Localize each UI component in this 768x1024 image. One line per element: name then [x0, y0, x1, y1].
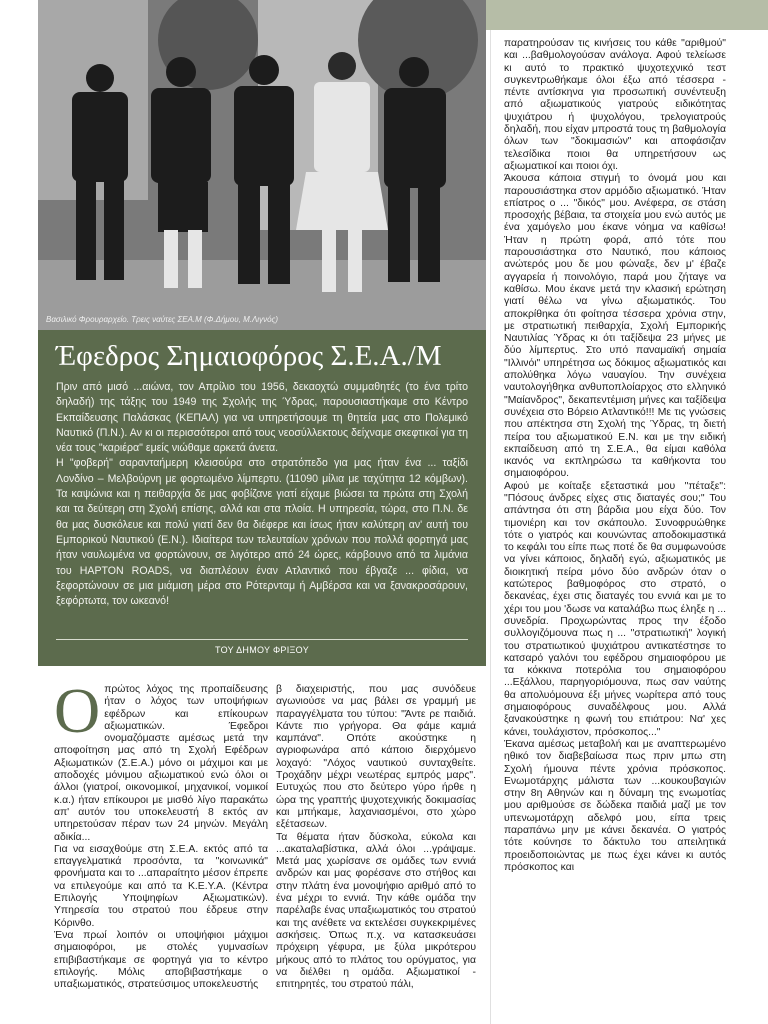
body-paragraph: Τα θέματα ήταν δύσκολα, εύκολα και ...ακαταλαβίστικα, αλλά όλοι ...γράψαμε. Μετά μας χωρίσανε σε ομάδες των εννιά ανδρών και μας φορέσανε στο στήθος και στην πλάτη ένα μονοψήφιο αριθμό από το ένα μέχρι το εννιά. Την κάθε ομάδα την παρέλαβε ένας υπαξιωματικός του στρατού και της ανέθετε να εκτελέσει συγκεκριμένες ασκήσεις. Όπως π.χ. να κατασκευάσει πρόχειρη γέφυρα, με ξύλα μικρότερου μήκους από το πλάτος του ορύγματος, για να διέλθει η ομάδα. Αξιωματικοί - επιτηρητές, του στρατού πάλι,: [276, 831, 476, 991]
photo-caption: Βασιλικό Φρουραρχείο. Τρεις ναύτες ΣΕΑ.Μ (Φ.Δήμου, Μ.Λιγνός): [46, 315, 279, 324]
body-paragraph: Αφού με κοίταξε εξεταστικά μου "πέταξε": "Πόσους άνδρες είχες στις διαταγές σου;" Του απάντησα ότι στη βάρδια μου είχα δύο. Τον τιμονιέρη και τον σκάπουλο. Συνοφρυώθηκε τότε ο γιατρός και κουνώντας αποδοκιμαστικά το κεφάλι του είπε πως ποτέ δε θα συμφωνούσε να γίνει κάποιος, δηλαδή εγώ, αξιωματικός με διοικητική πείρα μόνο δύο ανδρών όταν ο κατώτερος βαθμοφόρος στο στρατό, ο δεκανέας, έχει στις διαταγές του εννιά και με το χέρι του μου 'δωσε να καταλάβω πως έληξε η ... συνεδρία. Προχωρώντας προς την έξοδο συλλογιζόμουνα πως η ... "στρατιωτική" λογική του στρατιωτικού ψυχιάτρου αντικατέστησε το κατσαρό γαλόνι του εφέδρου σημαιοφόρου με τα κόκκινα ποτερόλια του σημαιοφόρου ...Εξάλλου, παρηγοριόμουνα, πως σαν ναύτης θα απολυόμουνα έξι μήνες νωρίτερα από τους σημαιοφόρους συναδέλφους μου. Αλλά ξανακούστηκε η φωνή του επιάτρου: Να' χες κάνει, τουλάχιστον, πρόσκοπος...": [504, 480, 726, 738]
intro-paragraph: Η "φοβερή" σαρανταήμερη κλεισούρα στο στρατόπεδο για μας ήταν ένα ... ταξίδι Λονδίνο – Μελβούρνη με φορτωμένο λίμπερτυ. (11090 μίλια με ταχύτητα 12 κόμβων). Τα καψώνια και η πειθαρχία δε μας φοβίζανε γιατί είχαμε βιώσει τα πρώτα στη Σχολή και τα δεύτερη στη Σχολή επίσης, αλλά και στα πλοία. Η υπηρεσία, τώρα, στο Π.Ν. δε θα μας δυσκόλευε και πολύ γιατί δεν θα διέφερε και ίσως ήταν καλύτερη αν' αυτή του Εμπορικού Ναυτικού (Ε.Ν.). Ιδιαίτερα των τελευταίων χρόνων που πολλά φορτηγά μας ήταν ναυλωμένα να φορτώνουν, σε λιγότερο από 24 ώρες, κάρβουνο από τα λιμάνια του HAPTON ROADS, να διαπλέουν έναν Ατλαντικό που έβγαζε ... φίδια, να ξεφορτώνουν σε μια μιάμιση μέρα στο Ρότερνταμ ή Αμβέρσα και να ξανακροσάρουν, ξεφόρτωτα, τον ωκεανό!: [56, 457, 468, 608]
body-paragraph: Άκουσα κάποια στιγμή το όνομά μου και παρουσιάστηκα στον αρμόδιο αξιωματικό. Ήταν επίατρος ο ... "δικός" μου. Ανέφερα, σε στάση προσοχής βέβαια, τα στοιχεία μου ενώ αυτός με ένα χαμόγελο μου έκανε νόημα να καθίσω! Ήταν η πρώτη φορά, από τότε που παρουσιάστηκα στο Ναυτικό, που κάποιος ανώτερός μου δε μου φώναξε, δεν μ' έβαζε αγγαρεία ή ποινολόγιο, παρά μου ζήταγε να καθίσω. Μου έκανε μετά την κλασική ερώτηση γιατί θέλω να γίνω αξιωματικός. Του αποκρίθηκα ότι φοίτησα τέσσερα χρόνια στην, με στρατιωτική πειθαρχία, Σχολή Εμπορικής Ναυτιλίας Ύδρας κι ότι ταξίδεψα 23 μήνες με δύο λίμπερτυς. Στο υπό παναμαϊκή σημαία "Ιλλινόι" υπηρέτησα ως δόκιμος αξιωματικός και απολύθηκα λόγω ναυαγίου. Την συνέχεια ναυτολογήθηκα ανθυποπλοίαρχος στο ελληνικό "Μαίανδρος", δεκαπεντέμιση μήνες και ταξίδεψα συνέχεια στο Βόρειο Ατλαντικό!!! Με τις γνώσεις που απέκτησα στη Σχολή της Ύδρας, τη διετή πείρα του αξιωματικού Ε.Ν. και με την ειδική εκπαίδευση από τη Σ.Ε.Α., θα είμαι καθόλα ικανός να εκπληρώσω τα καθήκοντα του σημαιοφόρου.: [504, 173, 726, 480]
body-paragraph: πρώτος λόχος της προπαίδευσης ήταν ο λόχος των υποψήφιων εφέδρων και επίκουρων αξιωματικών. Έφεδροι ονομαζόμαστε αμέσως μετά την αποφοίτηση μας από τη Σχολή Εφέδρων Αξιωματικών (Σ.Ε.Α.) μόνο οι μάχιμοι και με αποδοχές μόνιμου αξιωματικού ενώ όλοι οι άλλοι (γιατροί, οικονομικοί, μηχανικοί, νομικοί κ.α.) ήταν επίκουροι με μισθό λίγο παρακάτω απ' αυτόν του υποκελευστή 8 εκτός αν υπηρετούσαν πέραν των 24 μηνών. Μεγάλη αδικία...: [54, 684, 268, 843]
intro-box: [38, 330, 486, 666]
body-paragraph: β διαχειριστής, που μας συνόδευε αγωνιούσε να μας βάλει σε γραμμή με παραγγέλματα του τύπου: "Άντε ρε παιδιά. Κάντε πιο γρήγορα. Θα φάμε καμιά καμπάνα". Οπότε ακούστηκε η αγριοφωνάρα από κάποιο διερχόμενο λοχαγό: "Λόχος ναυτικού συνταχθείτε. Τροχάδην μέχρι νεωτέρας εμπρός μαρς". Ευτυχώς που στο δεύτερο γύρο ήρθε η ώρα της γραπτής ψυχοτεχνικής δοκιμασίας και μπήκαμε, λαχανιασμένοι, στο χώρο εξέτασεων.: [276, 684, 476, 831]
article-photo: [38, 0, 486, 330]
article-author: ΤΟΥ ΔΗΜΟΥ ΦΡΙΞΟΥ: [215, 645, 309, 655]
body-paragraph: Έκανα αμέσως μεταβολή και με αναπτερωμένο ηθικό τον διαβεβαίωσα πως πριν μπω στη Σχολή ήμουνα πέντε χρόνια πρόσκοπος. Ενωμοτάρχης μάλιστα των ...κουκουβαγιών στην 8η Αθηνών και η δύναμη της ενωμοτίας μου αριθμούσε σε δώδεκα παιδιά μαζί με τον υπενωμοτάρχη αδελφό μου, είπα τρεις παραπάνω μην με κάνει δεκανέα. Ο γιατρός τότε κούνησε το δάκτυλο του απειλητικά προειδοποιώντας με πως έχει κάνει κι αυτός πρόσκοπος και: [504, 738, 726, 873]
article-headline: Έφεδρος Σημαιοφόρος Σ.Ε.Α./Μ: [56, 340, 442, 372]
drop-cap: Ο: [54, 684, 101, 746]
body-paragraph: Ένα πρωί λοιπόν οι υποψήφιοι μάχιμοι σημαιοφόροι, με στολές γυμνασίων επιβιβαστήκαμε σε φορτηγά για το κέντρο επιλογής. Μόλις αποβιβαστήκαμε ο υπαξιωματικός, στρατεύσιμος υποκελευστής: [54, 929, 268, 991]
intro-paragraph: Πριν από μισό ...αιώνα, τον Απρίλιο του 1956, δεκαοχτώ συμμαθητές (το ένα τρίτο δηλαδή) της τάξης του 1949 της Σχολής της Ύδρας, παρουσιαστήκαμε στο Κέντρο Εκπαίδευσης Παλάσκας (ΚΕΠΑΛ) για να υπηρετήσουμε τη θητεία μας στο Πολεμικό Ναυτικό (Π.Ν.). Αν κι οι περισσότεροι από τους νεοσύλλεκτους δείχναμε σκεφτικοί για τη νέα τους "καριέρα" εμείς νιώθαμε αρκετά άνετα.: [56, 381, 468, 455]
top-color-band: [486, 0, 768, 30]
body-paragraph: παρατηρούσαν τις κινήσεις του κάθε "αριθμού" και ...βαθμολογούσαν ανάλογα. Αφού τελείωσε κι αυτό το πρακτικό ψυχοτεχνικό τεστ συγκεντρωθήκαμε όλοι έξω από τέσσερα - πέντε αντίσκηνα για προσωπική συνέντευξη από αξιωματικούς γιατρούς ειδικότητας ψυχιάτρου ή ψυχολόγου, τρελογιατρούς δηλαδή, που είχαν μπροστά τους τη βαθμολογία όλων των "δοκιμασιών" και αποφάσιζαν τελεσίδικα ποιοι θα υπηρετήσουν ως αξιωματικοί και ποιοι όχι.: [504, 38, 726, 172]
body-column-3: [504, 38, 726, 1022]
column-divider: [490, 30, 491, 1024]
divider-line: [56, 639, 468, 640]
body-column-1: [54, 684, 268, 1022]
body-column-2: [276, 684, 476, 1022]
body-paragraph: Για να εισαχθούμε στη Σ.Ε.Α. εκτός από τα επαγγελματικά προσόντα, τα "κοινωνικά" φρονήματα και το ...απαραίτητο μέσον έπρεπε να επιλεγούμε και από τα Κ.Ε.Υ.Α. (Κέντρα Επιλογής Υποψηφίων Αξιωματικών). Υπηρεσία του στρατού που έδρευε στην Κόρινθο.: [54, 843, 268, 929]
article-intro: [56, 380, 468, 609]
photo-illustration: [38, 0, 486, 330]
